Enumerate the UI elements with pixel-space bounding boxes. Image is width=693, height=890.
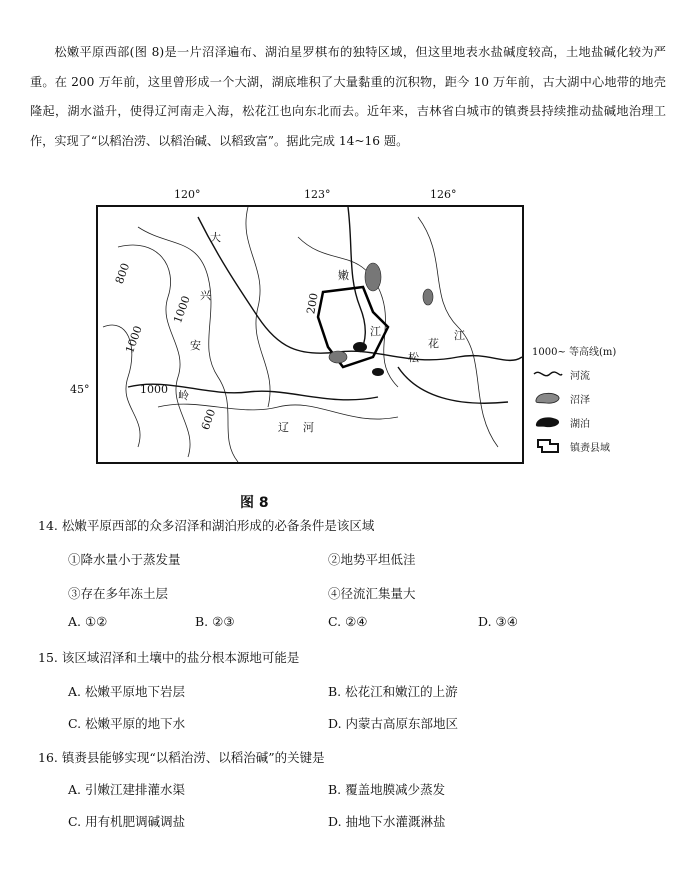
q15-option-a: A. 松嫩平原地下岩层	[68, 684, 185, 699]
q16-option-a: A. 引嫩江建排灌水渠	[68, 782, 185, 797]
q14-option-c: C. ②④	[328, 614, 368, 629]
lon-label-120: 120°	[174, 188, 201, 201]
marsh-symbol-icon	[532, 390, 564, 406]
lake-symbol-icon	[532, 414, 564, 430]
q15-option-d: D. 内蒙古高原东部地区	[328, 716, 459, 731]
place-char-xing: 兴	[200, 289, 211, 302]
q14-option-a: A. ①②	[68, 614, 108, 629]
legend-row-contour	[532, 338, 652, 362]
q16-option-d: D. 抽地下水灌溉淋盐	[328, 814, 446, 829]
place-char-song: 松	[408, 351, 419, 364]
q14-item-1: ①降水量小于蒸发量	[68, 552, 181, 567]
legend-river-label: 河流	[570, 370, 590, 382]
place-char-da: 大	[210, 231, 221, 244]
map-legend	[532, 338, 652, 458]
contour-600: 600	[198, 407, 219, 432]
q16-option-b: B. 覆盖地膜减少蒸发	[328, 782, 446, 797]
place-char-he: 河	[303, 421, 314, 434]
lon-label-123: 123°	[304, 188, 331, 201]
river-symbol-icon	[532, 366, 564, 382]
county-symbol-icon	[532, 438, 564, 454]
legend-contour-label: 1000~ 等高线(m)	[532, 346, 617, 358]
question-15-stem: 15. 该区域沼泽和土壤中的盐分根本源地可能是	[38, 650, 300, 665]
legend-row-lake	[532, 410, 652, 434]
legend-row-river	[532, 362, 652, 386]
place-char-jiang: 江	[370, 325, 381, 338]
place-char-ling: 岭	[178, 389, 189, 402]
contour-800: 800	[112, 261, 133, 286]
legend-row-county	[532, 434, 652, 458]
figure-title: 图 8	[240, 495, 269, 511]
q15-option-b: B. 松花江和嫩江的上游	[328, 684, 458, 699]
passage-text: 松嫩平原西部(图 8)是一片沼泽遍布、湖泊星罗棋布的独特区域，但这里地表水盐碱度较高，土地盐碱化较为严重。在 200 万年前，这里曾形成一个大湖，湖底堆积了大量黏重的沉积物，距今 10 万年前，古大湖中心地带的地壳隆起，湖水溢升，使得辽河南走入海，松花江也向东北而去。近年来，吉林省白城市的镇赉县持续推动盐碱地治理工作，实现了“以稻治涝、以稻治碱、以稻致富”。据此完成 14~16 题。	[30, 45, 666, 148]
passage	[30, 38, 666, 156]
map-frame	[96, 205, 524, 464]
place-char-jiang2: 江	[454, 329, 465, 342]
legend-county-label: 镇赉县域	[570, 442, 610, 454]
legend-lake-label: 湖泊	[570, 418, 590, 430]
map-figure	[70, 188, 652, 488]
contour-1000-b: 1000	[171, 294, 193, 325]
legend-marsh-label: 沼泽	[570, 394, 590, 406]
lat-label-45: 45°	[70, 383, 90, 396]
q16-option-c: C. 用有机肥调碱调盐	[68, 814, 186, 829]
contour-200: 200	[304, 292, 321, 315]
q14-option-d: D. ③④	[478, 614, 518, 629]
q14-item-3: ③存在多年冻土层	[68, 586, 169, 601]
q15-option-c: C. 松嫩平原的地下水	[68, 716, 186, 731]
q14-option-b: B. ②③	[195, 614, 235, 629]
question-14-stem: 14. 松嫩平原西部的众多沼泽和湖泊形成的必备条件是该区域	[38, 518, 375, 533]
legend-row-marsh	[532, 386, 652, 410]
question-16-stem: 16. 镇赉县能够实现“以稻治涝、以稻治碱”的关键是	[38, 750, 325, 765]
q14-item-4: ④径流汇集量大	[328, 586, 416, 601]
contour-1000-c: 1000	[140, 383, 168, 396]
place-char-hua: 花	[428, 337, 439, 350]
q14-item-2: ②地势平坦低洼	[328, 552, 416, 567]
contour-1000-a: 1000	[123, 324, 145, 355]
place-char-liao: 辽	[278, 421, 289, 434]
lon-label-126: 126°	[430, 188, 457, 201]
place-char-an: 安	[190, 339, 201, 352]
place-char-nen: 嫩	[338, 269, 349, 282]
